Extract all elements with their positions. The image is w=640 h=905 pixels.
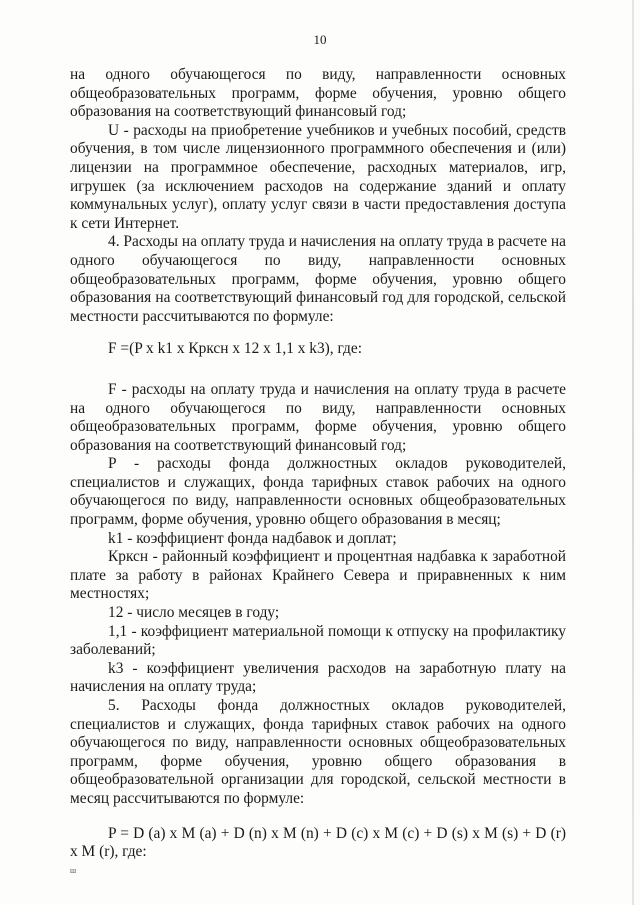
page-number: 10 [313, 32, 327, 47]
formula-f: F =(P x k1 x Крксн x 12 x 1,1 x k3), где: [108, 340, 362, 358]
paragraph-u-definition: U - расходы на приобретение учебников и учебных пособий, средств обучения, в том числе лицензионного программного обеспечения и (или) лицензии на программное обеспечение, расходных материалов, игр, игрушек (за исключением расходов на содержание зданий и оплату коммунальных услуг), оплату услуг связи в части предоставления доступа к сети Интернет. [70, 121, 566, 232]
footer-mark: ш [70, 866, 77, 875]
paragraph-f-definition: F - расходы на оплату труда и начисления на оплату труда в расчете на одного обучающегося по виду, направленности основных общеобразовательных программ, форме обучения, уровню общего образования на соответствующий финансовый год; [70, 380, 566, 454]
paragraph-12-definition: 12 - число месяцев в году; [108, 604, 280, 622]
paragraph-p-definition: P - расходы фонда должностных окладов руководителей, специалистов и служащих, фонда тарифных ставок рабочих на одного обучающегося по виду, направленности основных общеобразовательных программ, форме обучения, уровню общего образования в месяц; [70, 455, 566, 529]
scan-edge [632, 0, 634, 905]
paragraph-continuation: на одного обучающегося по виду, направленности основных общеобразовательных программ, форме обучения, уровню общего образования на соответствующий финансовый год; [70, 66, 566, 121]
paragraph-item-4: 4. Расходы на оплату труда и начисления на оплату труда в расчете на одного обучающегося по виду, направленности основных общеобразовательных программ, форме обучения, уровню общего образования на соответствующий финансовый год для городской, сельской местности рассчитываются по формуле: [70, 233, 566, 325]
paragraph-1-1-definition: 1,1 - коэффициент материальной помощи к отпуску на профилактику заболеваний; [70, 622, 566, 659]
paragraph-item-5: 5. Расходы фонда должностных окладов руководителей, специалистов и служащих, фонда тарифных ставок рабочих на одного обучающегося по виду, направленности основных общеобразовательных программ, форме обучения, уровню общего образования в общеобразовательной организации для городской, сельской местности в месяц рассчитываются по формуле: [70, 697, 566, 807]
paragraph-k1-definition: k1 - коэффициент фонда надбавок и доплат; [108, 529, 397, 547]
paragraph-krksn-definition: Крксн - районный коэффициент и процентная надбавка к заработной плате за работу в районах Крайнего Севера и приравненных к ним местностях; [70, 548, 566, 603]
document-body [70, 66, 566, 862]
paragraph-k3-definition: k3 - коэффициент увеличения расходов на заработную плату на начисления на оплату труда; [70, 659, 566, 696]
formula-p: P = D (a) x M (a) + D (n) x M (n) + D (c) x M (c) + D (s) x M (s) + D (r) x M (r), где: [70, 824, 566, 861]
